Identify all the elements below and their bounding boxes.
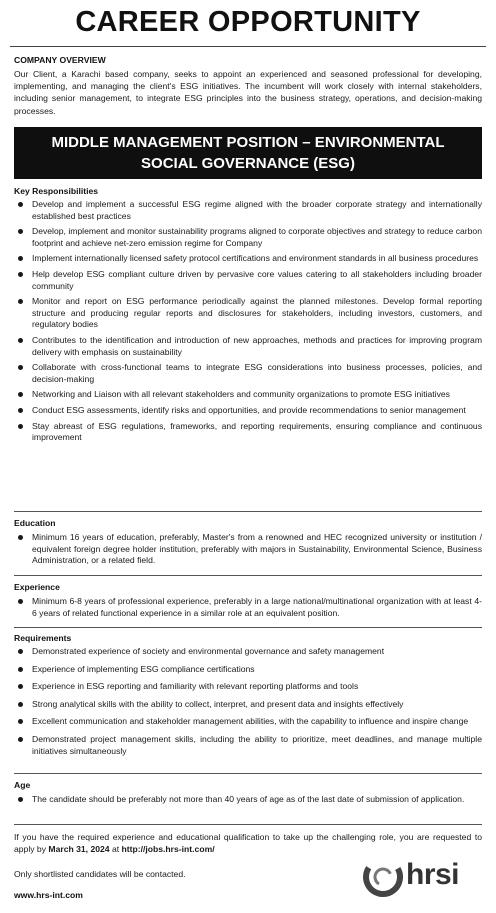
bullet-icon (18, 338, 23, 343)
bullet-icon (18, 737, 23, 742)
responsibilities-list (14, 199, 482, 444)
website-link[interactable]: www.hrs-int.com (14, 890, 83, 900)
list-item: Develop and implement a successful ESG regime aligned with the broader corporate strategy and internationally established best practices (14, 199, 482, 222)
title-divider (10, 46, 486, 47)
list-item: Strong analytical skills with the ability to collect, interpret, and present data and insights effectively (14, 699, 482, 711)
list-item: Contributes to the identification and introduction of new approaches, methods and practices for improving program delivery with emphasis on sustainability (14, 335, 482, 358)
shortlist-note: Only shortlisted candidates will be contacted. (14, 869, 186, 879)
bullet-icon (18, 535, 23, 540)
list-item: Demonstrated project management skills, including the ability to prioritize, meet deadlines, and manage multiple initiatives simultaneously (14, 734, 482, 757)
apply-deadline: March 31, 2024 (48, 844, 110, 855)
experience-heading: Experience (14, 582, 60, 592)
education-list (14, 532, 482, 567)
section-divider (14, 575, 482, 576)
apply-link[interactable]: http://jobs.hrs-int.com/ (121, 844, 215, 855)
list-item: Experience in ESG reporting and familiarity with relevant reporting platforms and tools (14, 681, 482, 693)
bullet-icon (18, 649, 23, 654)
list-item: Excellent communication and stakeholder management abilities, with the capability to influence and inspire change (14, 716, 482, 728)
list-item: Develop, implement and monitor sustainability programs aligned to corporate objectives and strategy to reduce carbon footprint and achieve net-zero emission regime for Company (14, 226, 482, 249)
requirements-list (14, 646, 482, 757)
bullet-icon (18, 392, 23, 397)
section-divider (14, 627, 482, 628)
logo-wordmark: hrsi (406, 858, 460, 891)
section-divider (14, 824, 482, 825)
list-item: Conduct ESG assessments, identify risks and opportunities, and provide recommendations to senior management (14, 405, 482, 417)
hrsi-logo (362, 856, 486, 898)
list-item: Minimum 16 years of education, preferably, Master's from a renowned and HEC recognized university or institution / equivalent foreign degree holder institution, preferably with majors in Sustainability, Environmental Science, Business Administration, or a related field. (14, 532, 482, 567)
bullet-icon (18, 599, 23, 604)
bullet-icon (18, 702, 23, 707)
list-item: Help develop ESG compliant culture driven by pervasive core values catering to all stakeholders including broader community (14, 269, 482, 292)
company-overview-heading: COMPANY OVERVIEW (14, 55, 106, 65)
section-divider (14, 511, 482, 512)
bullet-icon (18, 256, 23, 261)
experience-list (14, 596, 482, 619)
list-item: Minimum 6-8 years of professional experience, preferably in a large national/multinational organization with at least 4-6 years of related functional experience in a similar role at an equivalent position. (14, 596, 482, 619)
bullet-icon (18, 684, 23, 689)
bullet-icon (18, 667, 23, 672)
requirements-heading: Requirements (14, 633, 72, 643)
bullet-icon (18, 424, 23, 429)
bullet-icon (18, 719, 23, 724)
apply-instructions: If you have the required experience and educational qualification to take up the challenging role, you are requested to apply by March 31, 2024 at http://jobs.hrs-int.com/ (14, 832, 482, 855)
bullet-icon (18, 365, 23, 370)
education-heading: Education (14, 518, 56, 528)
age-heading: Age (14, 780, 31, 790)
company-overview-text: Our Client, a Karachi based company, seeks to appoint an experienced and seasoned professional for developing, implementing, and managing the client's ESG initiatives. The incumbent will work closely with internal stakeholders, including senior management, to integrate ESG principles into the business strategy, operations, and decision-making processes. (14, 69, 482, 116)
position-title-line1: MIDDLE MANAGEMENT POSITION – ENVIRONMENTAL (51, 134, 445, 151)
responsibilities-heading: Key Responsibilities (14, 186, 99, 196)
position-banner (14, 127, 482, 179)
position-title-line2: SOCIAL GOVERNANCE (ESG) (141, 155, 355, 172)
list-item: Experience of implementing ESG compliance certifications (14, 664, 482, 676)
bullet-icon (18, 272, 23, 277)
list-item: Collaborate with cross-functional teams to integrate ESG considerations into business processes, policies, and decision-making (14, 362, 482, 385)
list-item: Networking and Liaison with all relevant stakeholders and community organizations to promote ESG initiatives (14, 389, 482, 401)
bullet-icon (18, 408, 23, 413)
list-item: Demonstrated experience of society and environmental governance and safety management (14, 646, 482, 658)
page-title: CAREER OPPORTUNITY (75, 6, 421, 38)
list-item: Implement internationally licensed safety protocol certifications and environment standards in all business procedures (14, 253, 482, 265)
list-item: Monitor and report on ESG performance periodically against the planned milestones. Develop formal reporting structure and producing regular reports and disclosures for stakeholders, including investors, customers, and regulatory bodies (14, 296, 482, 331)
bullet-icon (18, 797, 23, 802)
bullet-icon (18, 299, 23, 304)
age-list (14, 794, 482, 806)
bullet-icon (18, 229, 23, 234)
list-item: Stay abreast of ESG regulations, frameworks, and reporting requirements, ensuring compliance and continuous improvement (14, 421, 482, 444)
list-item: The candidate should be preferably not more than 40 years of age as of the last date of submission of application. (14, 794, 482, 806)
bullet-icon (18, 202, 23, 207)
section-divider (14, 773, 482, 774)
